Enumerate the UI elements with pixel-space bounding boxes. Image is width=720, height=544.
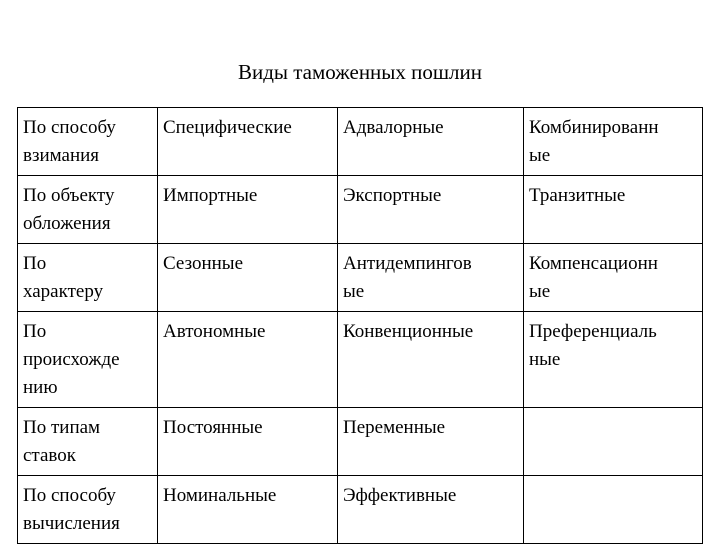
table-row (18, 244, 703, 312)
cell-text-line: По типам (23, 417, 101, 438)
table-row (18, 312, 703, 408)
criterion-cell (18, 244, 158, 312)
duty-type-cell (524, 176, 703, 244)
duty-type-cell (338, 408, 524, 476)
duty-type-cell (158, 312, 338, 408)
duty-type-cell (338, 244, 524, 312)
cell-text-line: Адвалорные (343, 117, 444, 138)
cell-text-line: Транзитные (529, 185, 626, 206)
criterion-cell (18, 476, 158, 544)
cell-text-line: Постоянные (163, 417, 263, 438)
cell-text-line: Экспортные (343, 185, 442, 206)
cell-text-line: Конвенционные (343, 321, 474, 342)
cell-text-line: Эффективные (343, 485, 457, 506)
duty-type-cell (524, 108, 703, 176)
cell-text-line: Импортные (163, 185, 258, 206)
cell-text-line: нию (23, 377, 58, 398)
cell-text-line: По способу (23, 485, 116, 506)
cell-text-line: ые (529, 145, 551, 166)
duty-type-cell (524, 312, 703, 408)
duty-type-cell (338, 476, 524, 544)
cell-text-line: По (23, 253, 47, 274)
cell-text-line: характеру (23, 281, 104, 302)
cell-text-line: ые (343, 281, 365, 302)
cell-text-line: обложения (23, 213, 111, 234)
cell-text-line: ные (529, 349, 561, 370)
cell-text-line: Переменные (343, 417, 446, 438)
duty-type-cell (158, 408, 338, 476)
empty-cell (524, 408, 703, 476)
criterion-cell (18, 408, 158, 476)
duty-type-cell (158, 244, 338, 312)
table-row (18, 176, 703, 244)
duty-type-cell (158, 476, 338, 544)
duty-type-cell (338, 108, 524, 176)
cell-text-line: По (23, 321, 47, 342)
cell-text-line: Антидемпингов (343, 253, 472, 274)
cell-text-line: Компенсационн (529, 253, 658, 274)
table-row (18, 476, 703, 544)
cell-text-line: Преференциаль (529, 321, 657, 342)
cell-text-line: Комбинированн (529, 117, 659, 138)
cell-text-line: По объекту (23, 185, 115, 206)
duty-type-cell (524, 244, 703, 312)
cell-text-line: ставок (23, 445, 76, 466)
duty-type-cell (338, 176, 524, 244)
cell-text-line: Специфические (163, 117, 292, 138)
customs-duties-table (17, 107, 703, 544)
cell-text-line: Номинальные (163, 485, 277, 506)
duty-type-cell (158, 108, 338, 176)
duty-type-cell (158, 176, 338, 244)
table-row (18, 108, 703, 176)
criterion-cell (18, 312, 158, 408)
cell-text-line: происхожде (23, 349, 120, 370)
duty-type-cell (338, 312, 524, 408)
criterion-cell (18, 108, 158, 176)
slide-title: Виды таможенных пошлин (237, 60, 483, 84)
cell-text-line: ые (529, 281, 551, 302)
empty-cell (524, 476, 703, 544)
cell-text-line: По способу (23, 117, 116, 138)
criterion-cell (18, 176, 158, 244)
cell-text-line: Автономные (163, 321, 266, 342)
cell-text-line: взимания (23, 145, 100, 166)
cell-text-line: вычисления (23, 513, 120, 534)
table-row (18, 408, 703, 476)
cell-text-line: Сезонные (163, 253, 243, 274)
